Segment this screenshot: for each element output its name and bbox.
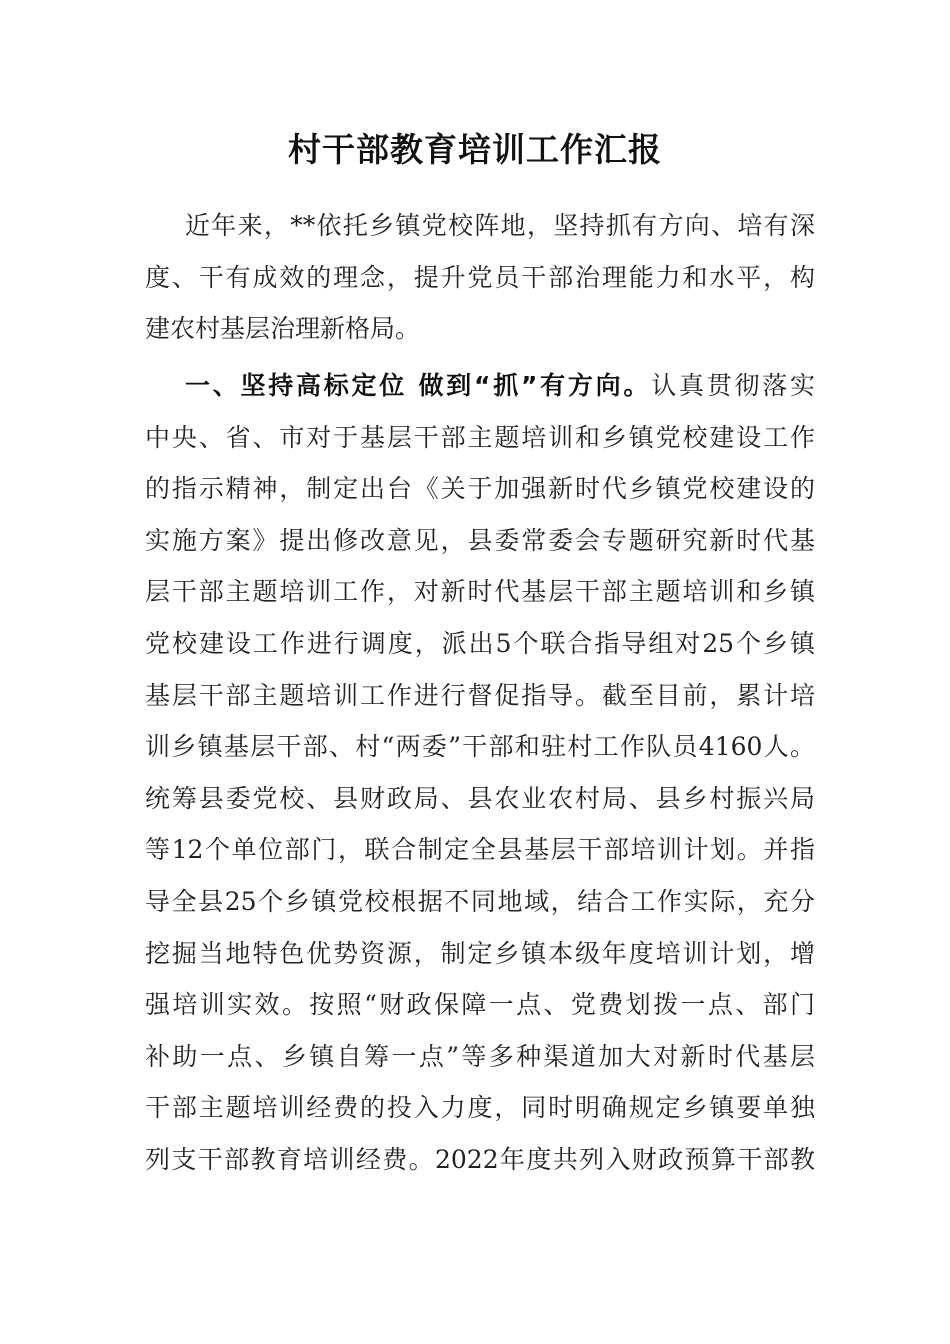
paragraph-line: 的指示精神，制定出台《关于加强新时代乡镇党校建设的 [145,474,815,504]
document-title: 村干部教育培训工作汇报 [288,130,662,169]
paragraph-line: 导全县25个乡镇党校根据不同地域，结合工作实际，充分 [145,886,815,916]
section-1-heading: 一、坚持高标定位 做到“抓”有方向。 [185,371,652,400]
intro-line: 建农村基层治理新格局。 [145,314,421,344]
section-1-first-line [145,360,815,412]
intro-line: 近年来，**依托乡镇党校阵地，坚持抓有方向、培有深 [185,211,815,240]
paragraph-line: 党校建设工作进行调度，派出5个联合指导组对25个乡镇 [145,628,815,658]
paragraph-line: 干部主题培训经费的投入力度，同时明确规定乡镇要单独 [145,1093,815,1123]
paragraph-line: 等12个单位部门，联合制定全县基层干部培训计划。并指 [145,835,815,865]
section-1-paragraph [145,360,815,1186]
paragraph-line: 实施方案》提出修改意见，县委常委会专题研究新时代基 [145,525,815,555]
paragraph-line: 列支干部教育培训经费。2022年度共列入财政预算干部教 [145,1144,815,1174]
paragraph-line: 补助一点、乡镇自筹一点”等多种渠道加大对新时代基层 [145,1041,815,1071]
paragraph-line: 层干部主题培训工作，对新时代基层干部主题培训和乡镇 [145,577,815,607]
section-1-first-line-rest: 认真贯彻落实 [651,371,815,400]
paragraph-line: 基层干部主题培训工作进行督促指导。截至目前，累计培 [145,680,815,710]
paragraph-line: 挖掘当地特色优势资源，制定乡镇本级年度培训计划，增 [145,938,815,968]
paragraph-line: 统筹县委党校、县财政局、县农业农村局、县乡村振兴局 [145,783,815,813]
paragraph-line: 中央、省、市对于基层干部主题培训和乡镇党校建设工作 [145,422,815,452]
paragraph-line: 训乡镇基层干部、村“两委”干部和驻村工作队员4160人。 [145,732,815,762]
intro-line: 度、干有成效的理念，提升党员干部治理能力和水平，构 [145,262,815,292]
paragraph-line: 强培训实效。按照“财政保障一点、党费划拨一点、部门 [145,990,815,1020]
intro-paragraph [145,200,815,355]
